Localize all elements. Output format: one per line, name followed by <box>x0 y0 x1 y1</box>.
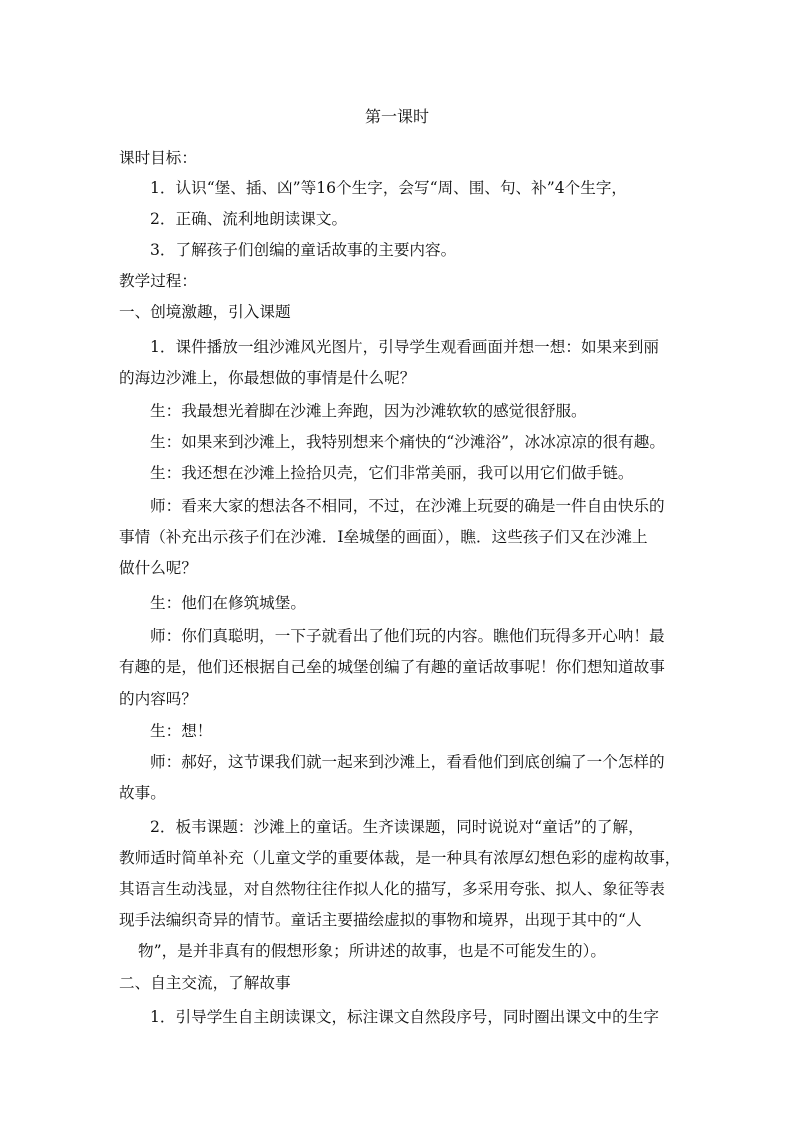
paragraph-line: 师：你们真聪明，一下子就看出了他们玩的内容。瞧他们玩得多开心呐！最 <box>150 627 665 645</box>
paragraph-line: 1．引导学生自主朗读课文，标注课文自然段序号，同时圈出课文中的生字 <box>150 1008 659 1026</box>
paragraph-line: 生：他们在修筑城堡。 <box>150 594 306 612</box>
section-label-goals: 课时目标： <box>119 149 197 167</box>
paragraph-line: 的海边沙滩上，你最想做的事情是什么呢？ <box>119 369 416 387</box>
paragraph-line: 物”，是并非真有的假想形象；所讲述的故事，也是不可能发生的）。 <box>138 942 606 960</box>
paragraph-line: 生：我最想光着脚在沙滩上奔跑，因为沙滩软软的感觉很舒服。 <box>150 402 587 420</box>
paragraph-line: 师：看来大家的想法各不相同，不过，在沙滩上玩耍的确是一件自由快乐的 <box>150 497 665 515</box>
section-label-process: 教学过程： <box>119 272 197 290</box>
paragraph-line: 教师适时简单补充（儿童文学的重要体裁，是一种具有浓厚幻想色彩的虚构故事， <box>119 849 681 867</box>
paragraph-line: 其语言生动浅显，对自然物往往作拟人化的描写，多采用夸张、拟人、象征等表 <box>119 880 665 898</box>
goal-item-1: 1．认识“堡、插、凶”等16个生字，会写“周、围、句、补”4个生字， <box>150 179 628 197</box>
section-heading-1: 一、创境激趣，引入课题 <box>119 303 291 321</box>
section-heading-2: 二、自主交流，了解故事 <box>119 974 291 992</box>
paragraph-line: 做什么呢？ <box>119 559 197 577</box>
paragraph-line: 有趣的是，他们还根据自己垒的城堡创编了有趣的童话故事呢！你们想知道故事 <box>119 658 665 676</box>
paragraph-line: 生：如果来到沙滩上，我特别想来个痛快的“沙滩浴”，冰冰凉凉的很有趣。 <box>150 433 665 451</box>
paragraph-line: 的内容吗？ <box>119 690 197 708</box>
paragraph-line: 生：想！ <box>150 722 213 740</box>
paragraph-line: 1．课件播放一组沙滩风光图片，引导学生观看画面并想一想：如果来到丽 <box>150 338 659 356</box>
paragraph-line: 师：郝好，这节课我们就一起来到沙滩上，看看他们到底创编了一个怎样的 <box>150 753 665 771</box>
paragraph-line: 现手法编织奇异的情节。童话主要描绘虚拟的事物和境界，出现于其中的“人 <box>119 911 642 929</box>
paragraph-line: 2．板韦课题：沙滩上的童话。生齐读课题，同时说说对“童话”的了解， <box>150 818 644 836</box>
page-title: 第一课时 <box>364 107 429 126</box>
paragraph-line: 生：我还想在沙滩上捡拾贝壳，它们非常美丽，我可以用它们做手链。 <box>150 464 634 482</box>
paragraph-line: 故事。 <box>119 784 166 802</box>
paragraph-line: 事情（补充出示孩子们在沙滩．I垒城堡的画面），瞧．这些孩子们又在沙滩上 <box>119 528 648 546</box>
goal-item-3: 3．了解孩子们创编的童话故事的主要内容。 <box>150 241 457 259</box>
goal-item-2: 2．正确、流利地朗读课文。 <box>150 210 348 228</box>
